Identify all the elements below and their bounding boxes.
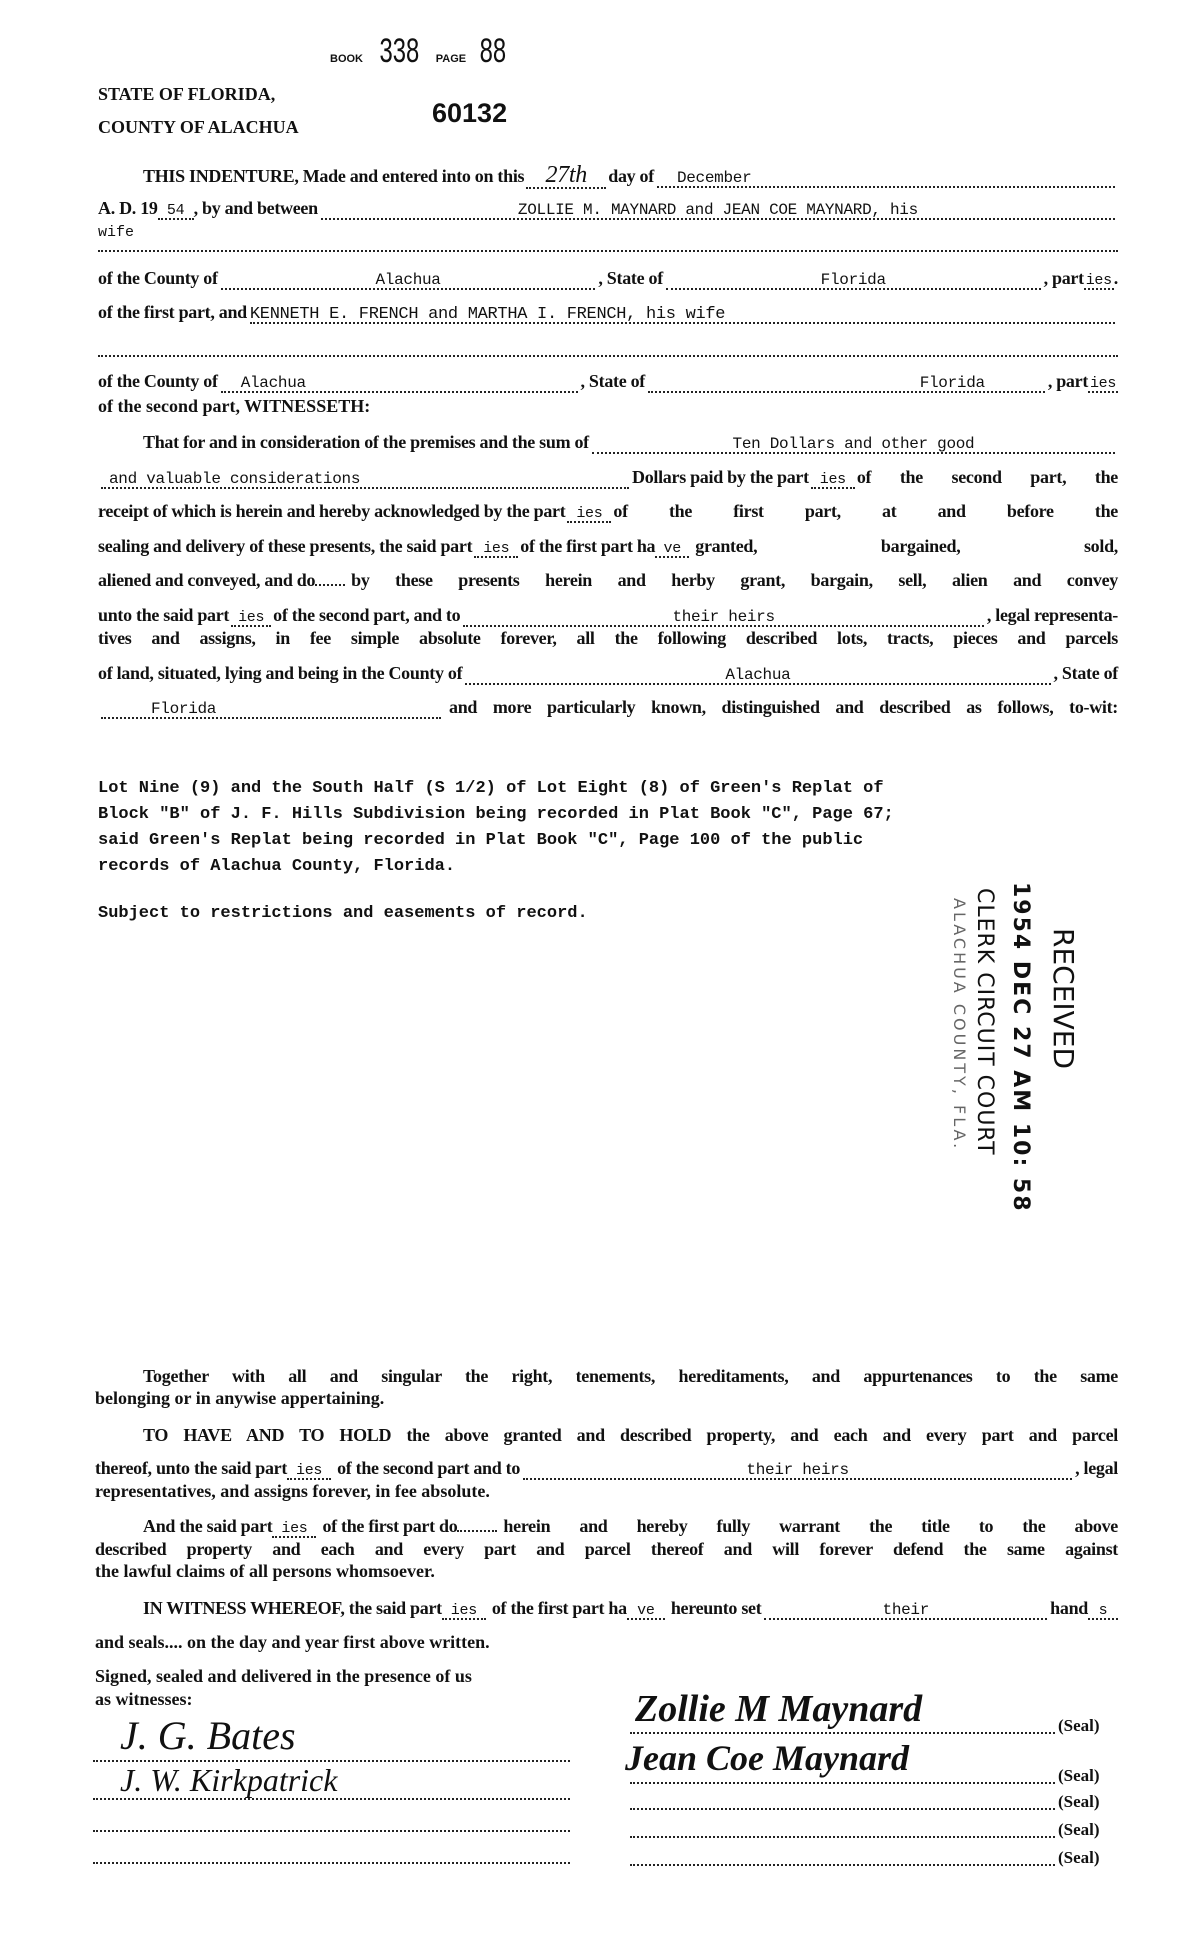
book-stamp (330, 32, 512, 71)
text: herein and hereby fully warrant the title to the above (503, 1516, 1118, 1536)
grantor-signature-line (630, 1864, 1055, 1866)
text: and more particularly known, distinguished and described as follows, to-wit: (449, 697, 1118, 717)
stamp-datetime: 1954 DEC 27 AM 10: 58 (1008, 882, 1033, 1213)
consideration-line-5 (98, 570, 1118, 591)
grantee-state-field: Florida (648, 376, 1045, 393)
plural-field: ies (231, 610, 271, 627)
plural-field: ies (474, 541, 518, 558)
text: unto the said part (98, 605, 230, 625)
warranty-line-3: the lawful claims of all persons whomsoever. (95, 1561, 435, 1581)
seal-label: (Seal) (1058, 1848, 1100, 1867)
text: , legal (1075, 1458, 1118, 1478)
text: , part (1043, 268, 1084, 288)
grantees-field: KENNETH E. FRENCH and MARTHA I. FRENCH, his wife (250, 307, 1115, 324)
text: of the first part ha (520, 536, 656, 556)
warranty-line-1 (143, 1516, 1118, 1538)
text: of the second part, the (856, 467, 1118, 487)
together-line-1: Together with all and singular the right, tenements, hereditaments, and appurtenances to the same (143, 1366, 1118, 1386)
text: by these presents herein and herby grant, bargain, sell, alien and convey (351, 570, 1118, 590)
text: That for and in consideration of the premises and the sum of (143, 432, 589, 452)
witness-signature-line (93, 1798, 570, 1800)
blank-field (457, 1530, 497, 1532)
grantor-signature-line (630, 1808, 1055, 1810)
seal-label: (Seal) (1058, 1792, 1100, 1811)
sum-field-continued: and valuable considerations (101, 472, 629, 489)
year-field: 54 (158, 203, 194, 220)
text: IN WITNESS WHEREOF, the said part (143, 1598, 442, 1618)
text: thereof, unto the said part (95, 1458, 288, 1478)
witness-signature-line (93, 1830, 570, 1832)
witness-signature-line (93, 1862, 570, 1864)
text: receipt of which is herein and hereby acknowledged by the part (98, 501, 566, 521)
text: of land, situated, lying and being in the County of (98, 663, 463, 683)
text: of the second part, and to (273, 605, 461, 625)
heirs-field: their heirs (463, 610, 984, 627)
page-label: PAGE (435, 53, 467, 65)
heirs-field: their heirs (523, 1463, 1072, 1480)
legal-line: Block "B" of J. F. Hills Subdivision being recorded in Plat Book "C", Page 67; (98, 805, 894, 824)
sum-field: Ten Dollars and other good (592, 437, 1115, 454)
text: Dollars paid by the part (632, 467, 809, 487)
plural-field: ies (442, 1603, 486, 1620)
plural-field: ies (1089, 375, 1117, 392)
text: of the first part do (322, 1516, 458, 1536)
text: , legal representa- (986, 605, 1118, 625)
book-number: 338 (379, 32, 420, 70)
legal-line: records of Alachua County, Florida. (98, 857, 456, 876)
consideration-line-4 (98, 536, 1118, 558)
have-field: ve (655, 541, 689, 558)
grantor-signature: Jean Coe Maynard (625, 1738, 910, 1778)
book-label: BOOK (330, 53, 363, 65)
received-stamp (905, 880, 1105, 1213)
consideration-line-3 (98, 501, 1118, 523)
witness-whereof-line-2: and seals.... on the day and year first above written. (95, 1632, 490, 1652)
seal-label: (Seal) (1058, 1820, 1100, 1839)
plural-s-field: s (1088, 1603, 1118, 1620)
text: , State of (598, 268, 663, 288)
seal-label: (Seal) (1058, 1716, 1100, 1735)
grantor-signature-line (630, 1836, 1055, 1838)
text: THIS INDENTURE, Made and entered into on this (143, 166, 525, 186)
text: of the first part ha (491, 1598, 627, 1618)
text: of the County of (98, 371, 218, 391)
county-field: Alachua (465, 668, 1050, 685)
text: A. D. 19 (98, 198, 158, 218)
legal-description (98, 776, 894, 880)
together-line-2: belonging or in anywise appertaining. (95, 1388, 385, 1408)
text: granted, bargained, sold, (695, 536, 1118, 556)
text: , by and between (193, 198, 318, 218)
plural-field: ies (272, 1521, 316, 1538)
witness-signature: J. W. Kirkpatrick (120, 1762, 338, 1798)
stamp-title: RECEIVED (1047, 928, 1080, 1070)
instrument-number: 60132 (432, 98, 508, 128)
text: of the first part, and (98, 302, 247, 322)
consideration-line-9 (98, 697, 1118, 719)
blank-field (315, 584, 345, 586)
text: , State of (1053, 663, 1118, 683)
text: hereunto set (670, 1598, 762, 1618)
text: sealing and delivery of these presents, the said part (98, 536, 473, 556)
seal-label: (Seal) (1058, 1766, 1100, 1785)
have-field: ve (627, 1603, 665, 1620)
text: of the second part and to (337, 1458, 521, 1478)
state-field: Florida (101, 702, 441, 719)
blank-line (98, 250, 1118, 252)
consideration-line-6 (98, 605, 1118, 627)
text: hand (1050, 1598, 1088, 1618)
grantor-signature-line (630, 1732, 1055, 1734)
witness-intro: Signed, sealed and delivered in the presence of us (95, 1666, 472, 1686)
consideration-line-1 (143, 432, 1118, 454)
their-field: their (764, 1603, 1047, 1620)
month-field: December (657, 171, 1115, 188)
grantee-county-field: Alachua (221, 376, 578, 393)
text: And the said part (143, 1516, 273, 1536)
have-hold-line-2 (95, 1458, 1118, 1480)
text: , part (1047, 371, 1089, 391)
grantor-signature: Zollie M Maynard (635, 1688, 923, 1730)
legal-line: Lot Nine (9) and the South Half (S 1/2) of Lot Eight (8) of Green's Replat of (98, 779, 884, 798)
grantor-signature-line (630, 1782, 1055, 1784)
warranty-line-2: described property and each and every part and parcel thereof and will forever defend the same against (95, 1539, 1118, 1559)
consideration-line-2 (98, 467, 1118, 489)
witness-signature: J. G. Bates (120, 1713, 296, 1758)
grantor-county-field: Alachua (221, 273, 596, 290)
county-heading: COUNTY OF ALACHUA (98, 117, 299, 137)
plural-field: ies (1085, 272, 1112, 289)
grantees-line (98, 302, 1118, 324)
grantee-county-line (98, 371, 1118, 393)
have-hold-line-3: representatives, and assigns forever, in fee absolute. (95, 1481, 490, 1501)
witness-intro-2: as witnesses: (95, 1689, 193, 1709)
indenture-line (143, 163, 1118, 189)
grantors-continuation: wife (98, 224, 135, 241)
grantor-county-line: of the County of Alachua , State of Florida , part ies . (98, 268, 1118, 289)
text: of the County of (98, 268, 218, 288)
legal-line: said Green's Replat being recorded in Plat Book "C", Page 100 of the public (98, 831, 864, 850)
state-heading: STATE OF FLORIDA, (98, 84, 276, 104)
subject-to: Subject to restrictions and easements of record. (98, 904, 588, 923)
blank-line (98, 355, 1118, 357)
text: of the first part, at and before the (613, 501, 1118, 521)
date-parties-line (98, 198, 1118, 220)
text: aliened and conveyed, and do (98, 570, 316, 590)
text: day of (608, 166, 654, 186)
consideration-line-8 (98, 663, 1118, 685)
day-field: 27th (526, 163, 606, 189)
plural-field: ies (567, 506, 611, 523)
grantors-field: ZOLLIE M. MAYNARD and JEAN COE MAYNARD, his (321, 203, 1115, 220)
witness-whereof-line (143, 1598, 1118, 1620)
stamp-office: CLERK CIRCUIT COURT (972, 888, 997, 1156)
plural-field: ies (287, 1463, 331, 1480)
plural-field: ies (811, 472, 855, 489)
grantor-state-field: Florida (666, 273, 1041, 290)
have-hold-line-1: TO HAVE AND TO HOLD the above granted and described property, and each and every part and parcel (143, 1425, 1118, 1445)
consideration-line-7: tives and assigns, in fee simple absolute forever, all the following described lots, tracts, pieces and parcels (98, 628, 1118, 648)
text: , State of (580, 371, 645, 391)
stamp-county: ALACHUA COUNTY, FLA. (950, 898, 969, 1152)
witnesseth: of the second part, WITNESSETH: (98, 396, 371, 416)
page-number: 88 (479, 32, 507, 70)
